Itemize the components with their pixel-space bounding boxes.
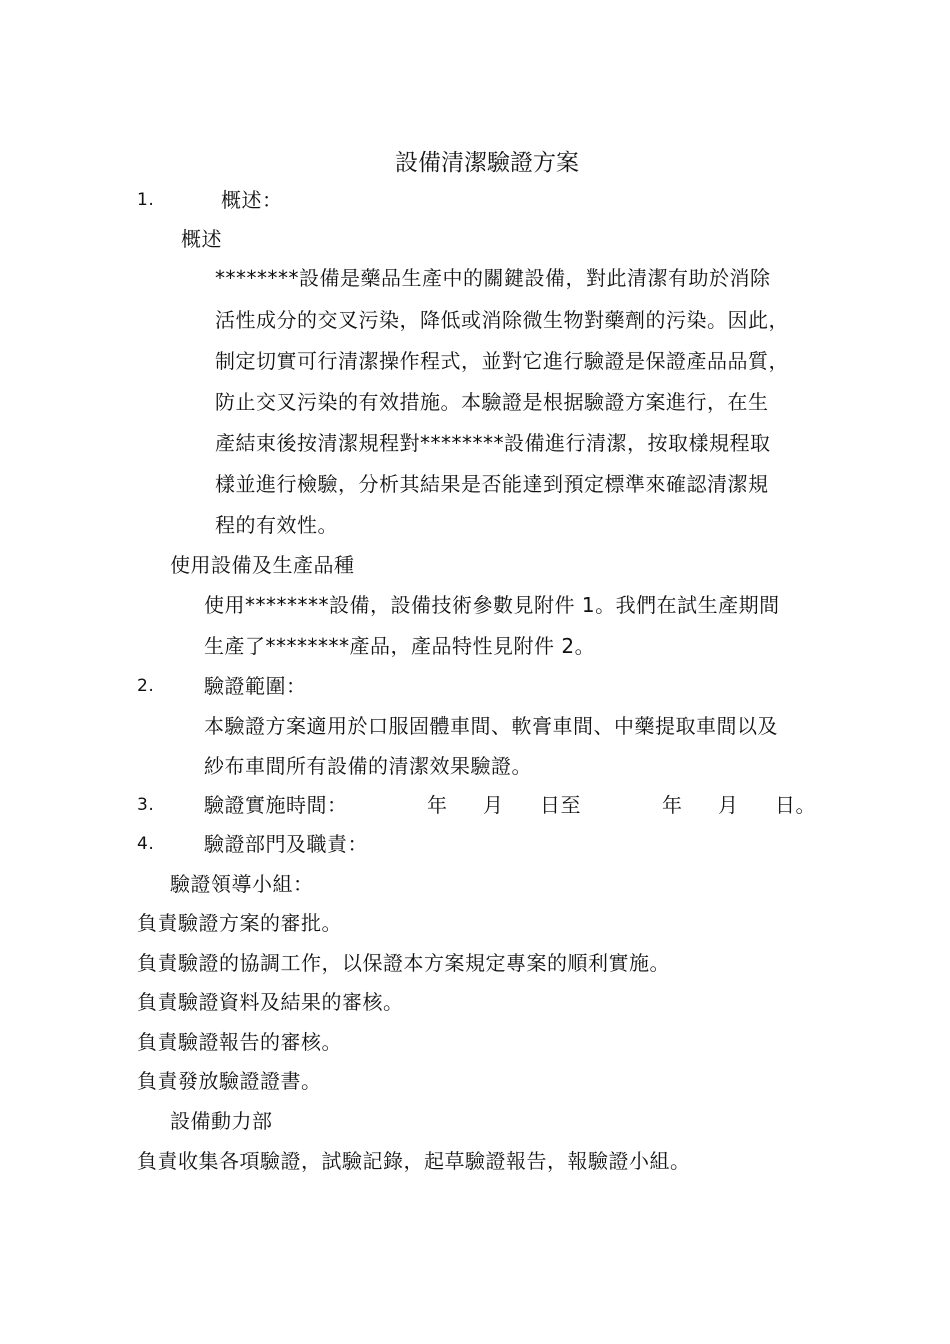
paragraph-line: 制定切實可行清潔操作程式，並對它進行驗證是保證產品品質， xyxy=(215,349,789,373)
date-day-end: 日。 xyxy=(775,793,816,817)
paragraph-line: 活性成分的交叉污染，降低或消除微生物對藥劑的污染。因此， xyxy=(215,308,789,332)
section-2-heading: 驗證範圍： xyxy=(204,674,307,698)
section-1-heading: 概述： xyxy=(221,188,283,212)
paragraph-line: 使用********設備，設備技術參數見附件 1。我們在試生產期間 xyxy=(204,593,780,617)
section-4-heading: 驗證部門及職責： xyxy=(204,832,368,856)
duty-line: 負責收集各項驗證，試驗記錄，起草驗證報告，報驗證小組。 xyxy=(137,1149,691,1173)
duty-line: 負責驗證的協調工作，以保證本方案規定專案的順利實施。 xyxy=(137,951,670,975)
paragraph-line: 生產了********產品，產品特性見附件 2。 xyxy=(204,634,596,658)
duty-line: 負責發放驗證證書。 xyxy=(137,1069,322,1093)
section-1-sub-overview: 概述 xyxy=(181,227,222,251)
duty-line: 負責驗證資料及結果的審核。 xyxy=(137,990,404,1014)
section-1-number: 1. xyxy=(137,190,155,210)
section-3-heading: 驗證實施時間： xyxy=(204,793,348,817)
page-title: 設備清潔驗證方案 xyxy=(395,150,579,176)
date-year-start: 年 xyxy=(427,793,448,817)
section-4-number: 4. xyxy=(137,834,155,854)
section-3-number: 3. xyxy=(137,795,155,815)
paragraph-line: 程的有效性。 xyxy=(215,513,338,537)
section-2-number: 2. xyxy=(137,676,155,696)
paragraph-line: 產結束後按清潔規程對********設備進行清潔，按取樣規程取 xyxy=(215,431,771,455)
section-1-sub-equipment: 使用設備及生產品種 xyxy=(170,553,355,577)
date-month-end: 月 xyxy=(718,793,739,817)
paragraph-line: ********設備是藥品生產中的關鍵設備，對此清潔有助於消除 xyxy=(215,266,771,290)
paragraph-line: 防止交叉污染的有效措施。本驗證是根据驗證方案進行，在生 xyxy=(215,390,769,414)
duty-line: 負責驗證報告的審核。 xyxy=(137,1030,342,1054)
date-day-start: 日至 xyxy=(540,793,581,817)
paragraph-line: 紗布車間所有設備的清潔效果驗證。 xyxy=(204,754,532,778)
section-4-sub-equipment-dept: 設備動力部 xyxy=(170,1109,273,1133)
paragraph-line: 樣並進行檢驗，分析其結果是否能達到預定標準來確認清潔規 xyxy=(215,472,769,496)
section-4-sub-leadership: 驗證領導小組： xyxy=(170,872,314,896)
date-year-end: 年 xyxy=(662,793,683,817)
duty-line: 負責驗證方案的審批。 xyxy=(137,911,342,935)
paragraph-line: 本驗證方案適用於口服固體車間、軟膏車間、中藥提取車間以及 xyxy=(204,714,778,738)
date-month-start: 月 xyxy=(483,793,504,817)
